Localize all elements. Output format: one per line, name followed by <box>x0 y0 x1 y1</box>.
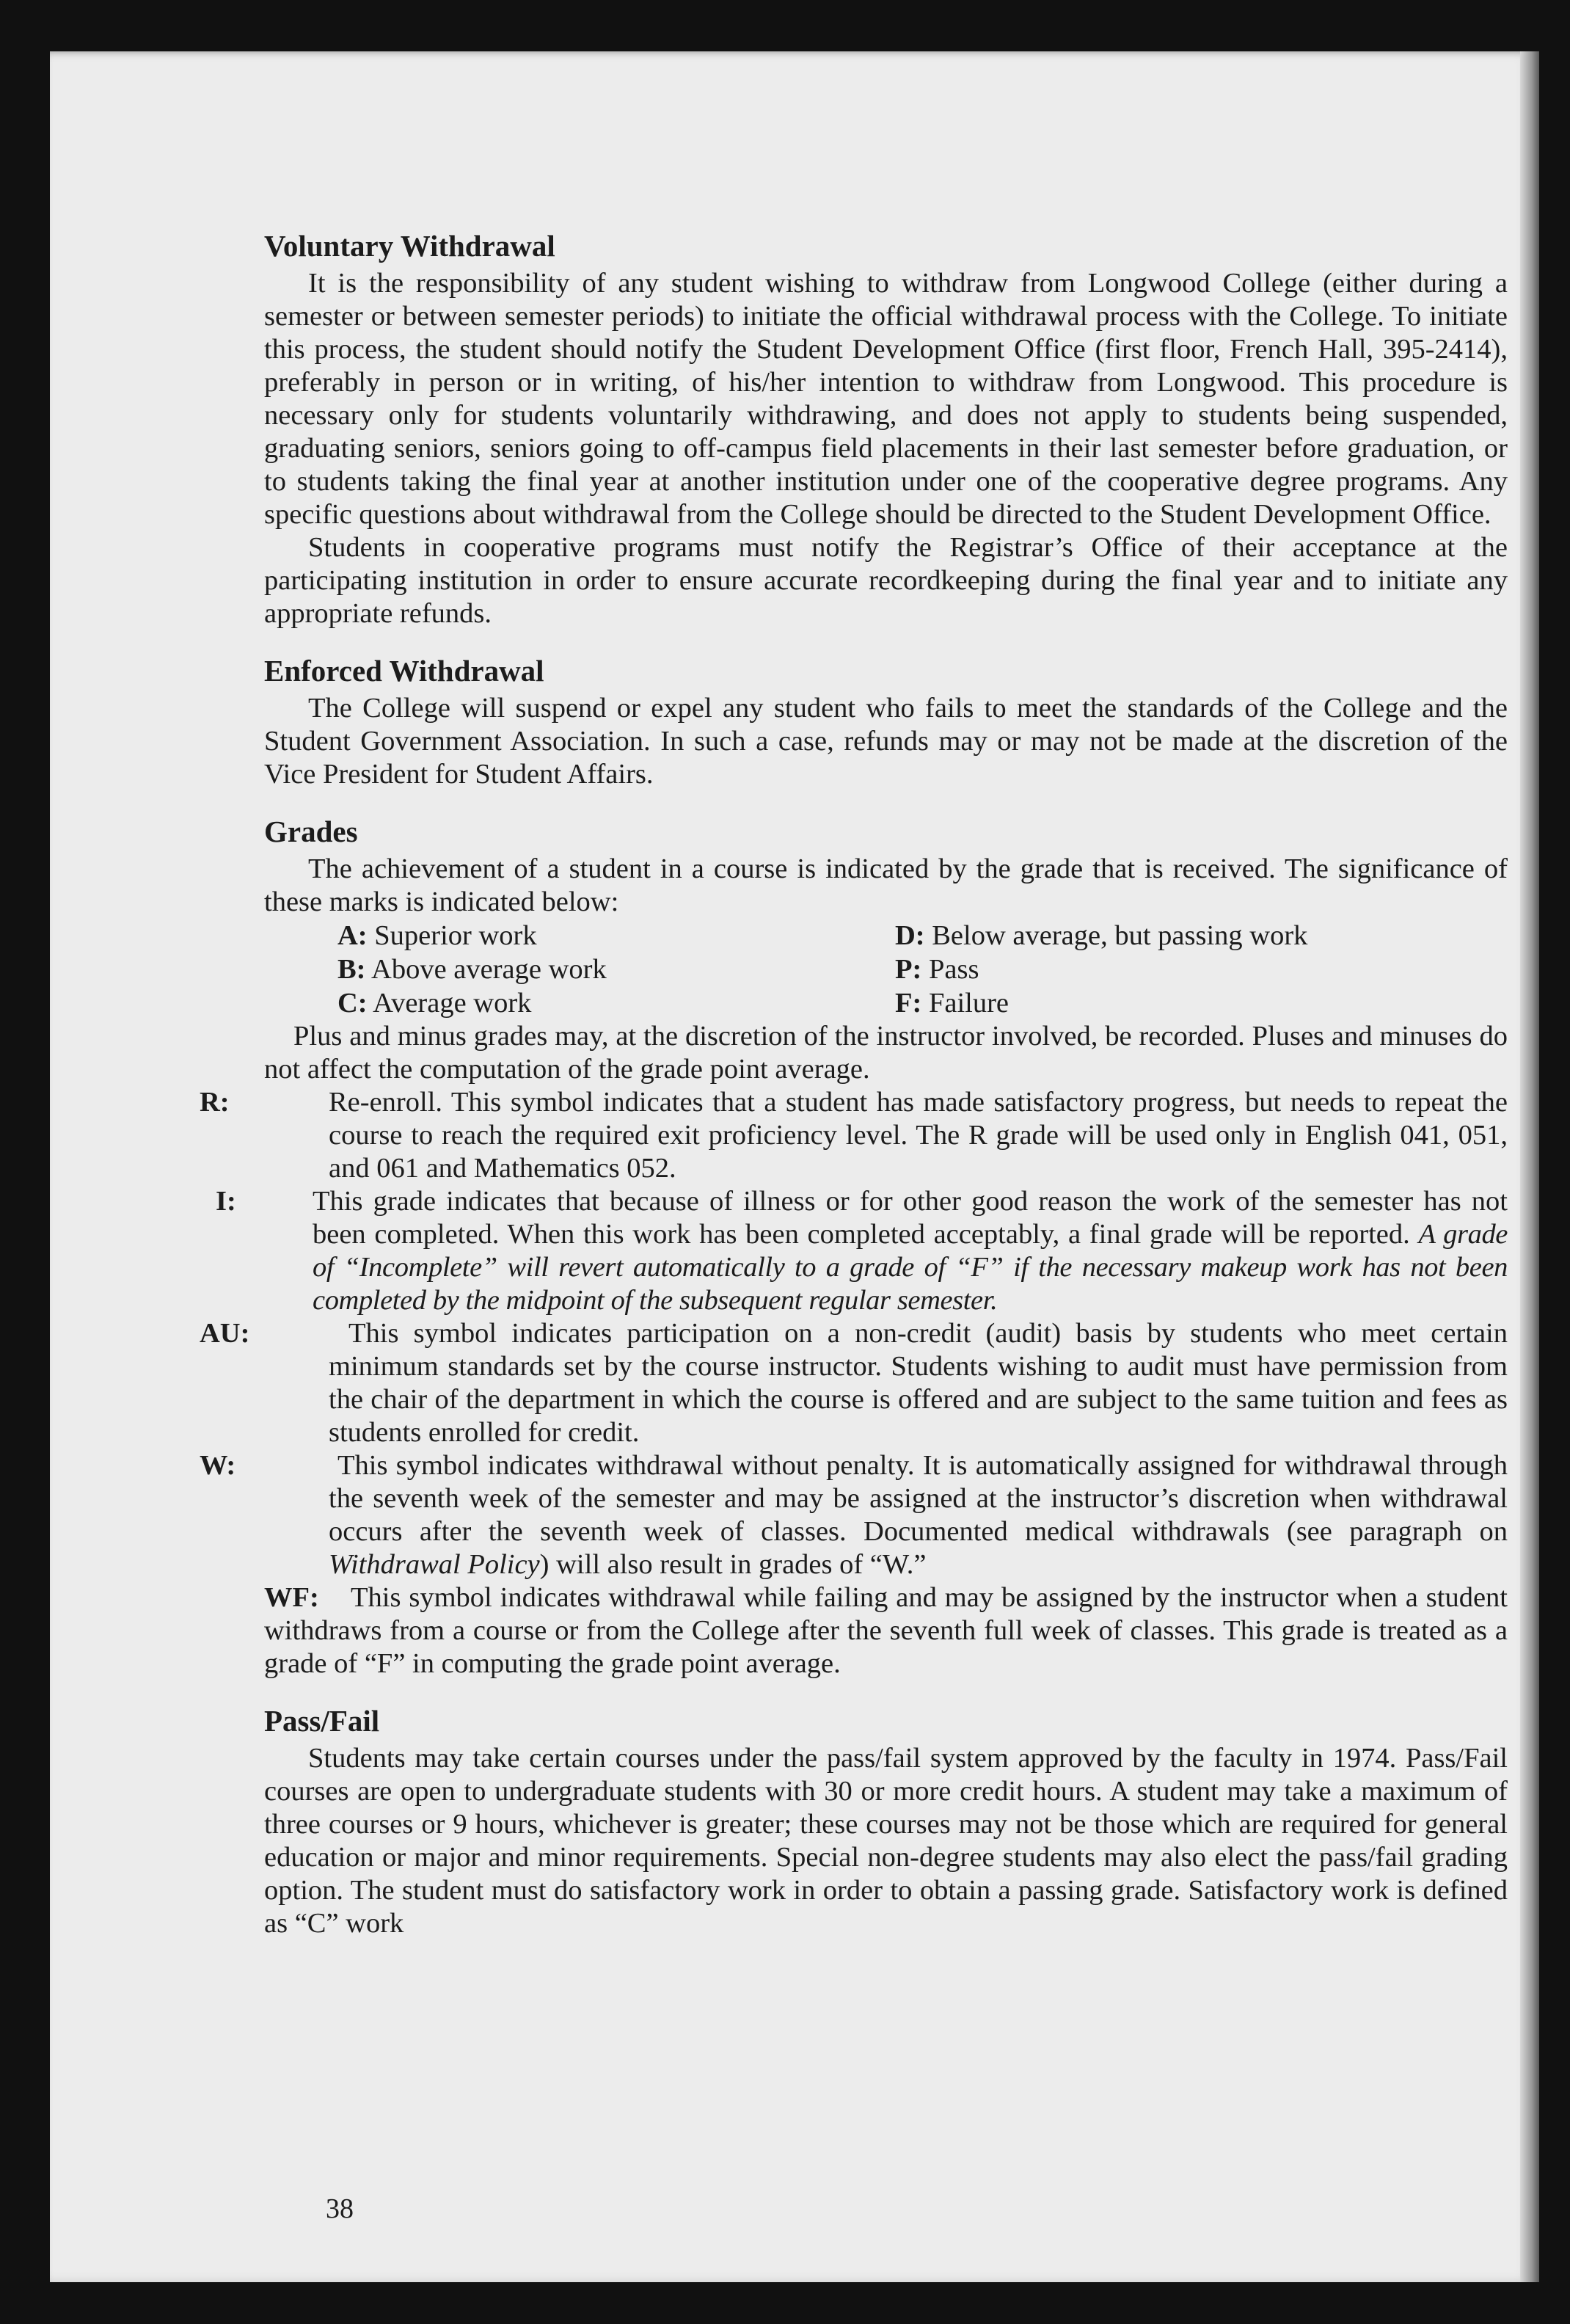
grade-text: This symbol indicates withdrawal while failing and may be assigned by the instructor when a student withdraws from a course or from the College after the seventh full week of classes. This grade is treated as a grade of “F” in computing the grade point average. <box>264 1582 1508 1679</box>
grade-marks-list <box>337 919 1508 1020</box>
grade-term: WF: <box>264 1582 319 1613</box>
grade-text: This grade indicates that because of illness or for other good reason the work of the semester has not been completed. When this work has been completed acceptably, a final grade will be reported. <box>313 1186 1508 1250</box>
section-pass-fail <box>264 1702 1508 1940</box>
grade-mark: P: Pass <box>895 954 979 985</box>
heading-enforced-withdrawal: Enforced Withdrawal <box>264 654 544 688</box>
grade-term: I: <box>216 1186 236 1217</box>
grade-definition-wf <box>264 1581 1508 1680</box>
page-edge-shadow <box>1520 51 1539 2282</box>
grade-text: Re-enroll. This symbol indicates that a student has made satisfactory progress, but needs to repeat the course to reach the required exit proficiency level. The R grade will be used only in English 041, 051, and 061 and Mathematics 052. <box>329 1087 1508 1184</box>
grade-definition-w <box>200 1449 1508 1581</box>
grade-term: R: <box>200 1087 230 1118</box>
grade-text: This symbol indicates withdrawal without penalty. It is automatically assigned for withdrawal through the seventh week of the semester and may be assigned at the instructor’s discretion when withdrawal occurs after the seventh week of classes. Documented medical withdrawals (see paragraph on <box>329 1450 1508 1547</box>
paragraph: The achievement of a student in a course is indicated by the grade that is received. The significance of these marks is indicated below: <box>264 853 1508 917</box>
grade-definition-i <box>216 1185 1508 1317</box>
heading-pass-fail: Pass/Fail <box>264 1704 380 1738</box>
section-enforced-withdrawal <box>264 652 1508 791</box>
grade-text: This symbol indicates participation on a non-credit (audit) basis by students who meet certain minimum standards set by the course instructor. Students wishing to audit must have permission from the chair of the department in which the course is offered and are subject to the same tuition and fees as students enrolled for credit. <box>329 1318 1508 1448</box>
grade-mark: A: Superior work <box>337 920 537 951</box>
grade-text: ) will also result in grades of “W.” <box>539 1549 927 1580</box>
grade-term: AU: <box>200 1318 250 1349</box>
page-number: 38 <box>326 2193 354 2224</box>
page-content <box>200 227 1508 1962</box>
grade-text-italic: A grade of “Incomplete” will revert automatically to a grade of “F” if the necessary makeup work has not been completed by the midpoint of the subsequent regular semester. <box>313 1219 1508 1316</box>
grade-text-italic: Withdrawal Policy <box>329 1549 540 1580</box>
paragraph: The College will suspend or expel any student who fails to meet the standards of the College and the Student Government Association. In such a case, refunds may or may not be made at the discretion of the Vice President for Student Affairs. <box>264 693 1508 790</box>
grade-definition-au <box>200 1317 1508 1449</box>
paragraph-plus-minus: Plus and minus grades may, at the discretion of the instructor involved, be recorded. Pluses and minuses do not affect the computation of the grade point average. <box>264 1021 1508 1085</box>
paragraph: It is the responsibility of any student wishing to withdraw from Longwood College (either during a semester or between semester periods) to initiate the official withdrawal process with the College. To initiate this process, the student should notify the Student Development Office (first floor, French Hall, 395-2414), preferably in person or in writing, of his/her intention to withdraw from Longwood. This procedure is necessary only for students voluntarily withdrawing, and does not apply to students being suspended, graduating seniors, seniors going to off-campus field placements in their last semester before graduation, or to students taking the final year at another institution under one of the cooperative degree programs. Any specific questions about withdrawal from the College should be directed to the Student Development Office. <box>264 268 1508 530</box>
grade-mark: C: Average work <box>337 988 532 1019</box>
grade-mark: B: Above average work <box>337 954 607 985</box>
section-voluntary-withdrawal <box>264 227 1508 630</box>
paragraph: Students in cooperative programs must notify the Registrar’s Office of their acceptance at the participating institution in order to ensure accurate recordkeeping during the final year and to initiate any appropriate refunds. <box>264 532 1508 629</box>
heading-grades: Grades <box>264 815 358 848</box>
document-page <box>50 51 1539 2282</box>
grade-term: W: <box>200 1450 236 1481</box>
grade-mark: F: Failure <box>895 988 1009 1019</box>
grade-mark: D: Below average, but passing work <box>895 920 1308 951</box>
grade-definition-r <box>200 1086 1508 1185</box>
paragraph: Students may take certain courses under the pass/fail system approved by the faculty in 1974. Pass/Fail courses are open to undergraduate students with 30 or more credit hours. A student may take a maximum of three courses or 9 hours, whichever is greater; these courses may not be those which are required for general education or major and minor requirements. Special non-degree students may also elect the pass/fail grading option. The student must do satisfactory work in order to obtain a passing grade. Satisfactory work is defined as “C” work <box>264 1743 1508 1939</box>
grade-definitions <box>200 1086 1508 1680</box>
section-grades <box>200 813 1508 1680</box>
heading-voluntary-withdrawal: Voluntary Withdrawal <box>264 229 555 263</box>
